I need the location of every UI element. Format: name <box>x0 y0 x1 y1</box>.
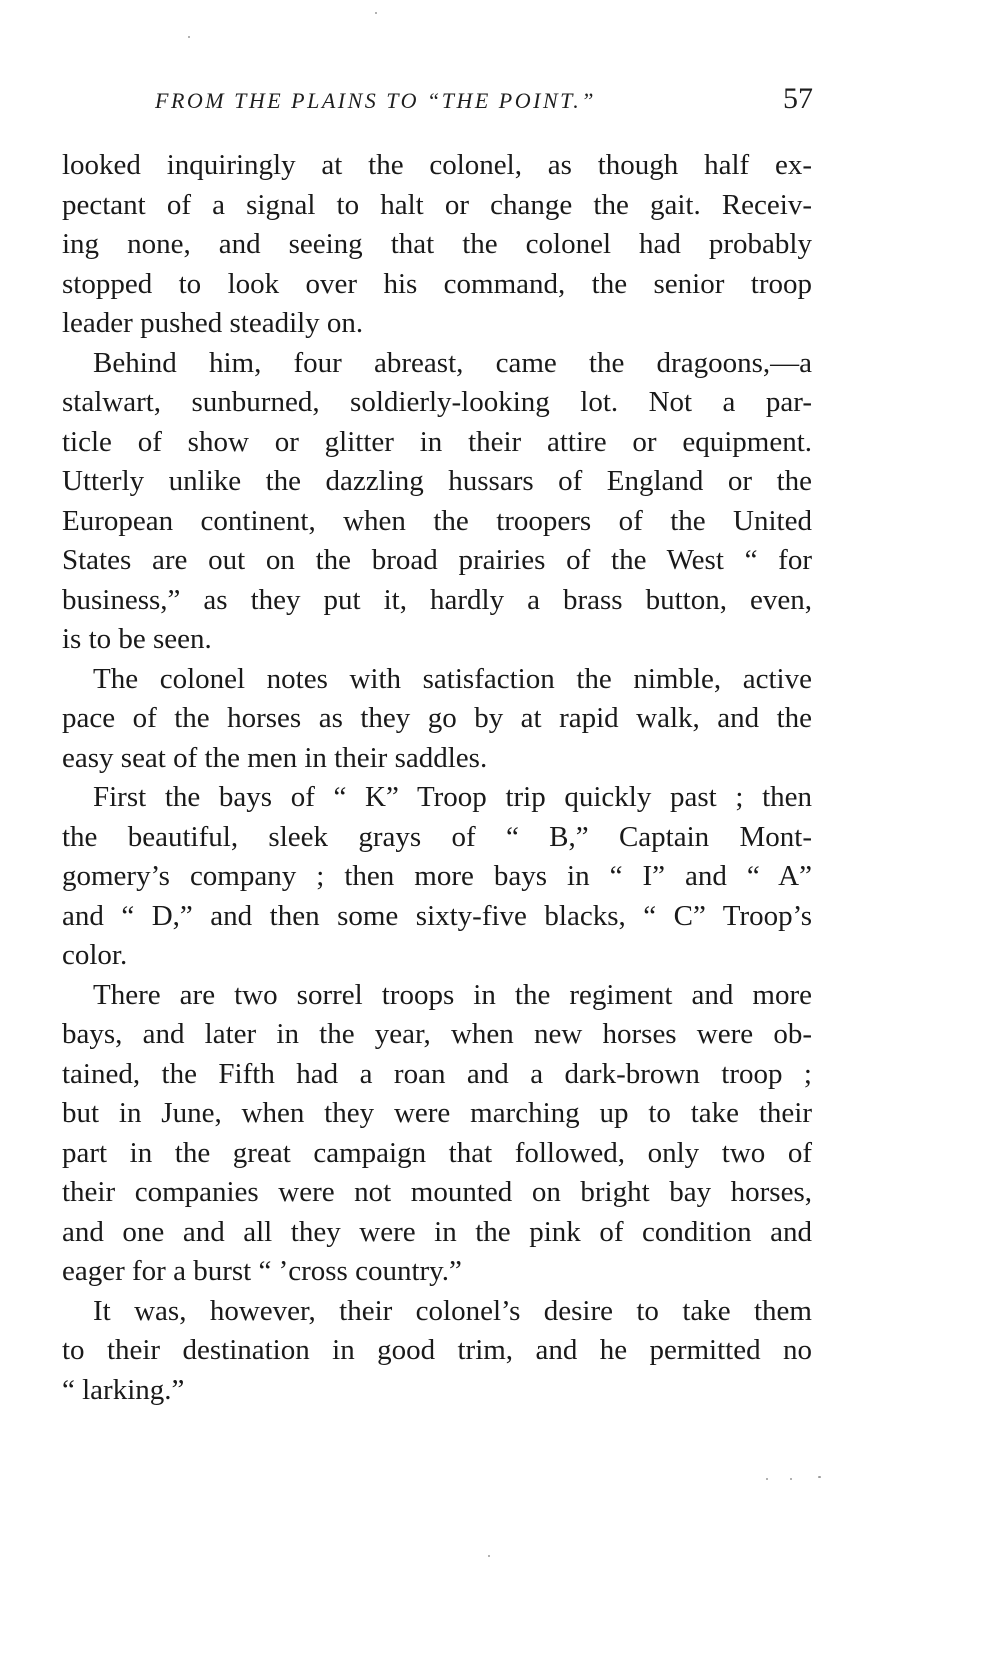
text-line: the beautiful, sleek grays of “ B,” Captain Mont- <box>62 820 812 853</box>
text-line: ing none, and seeing that the colonel had probably <box>62 228 812 260</box>
scan-speck <box>188 36 190 38</box>
text-line: European continent, when the troopers of the United <box>62 504 812 537</box>
running-title: FROM THE PLAINS TO “THE POINT.” <box>155 88 596 113</box>
text-line: part in the great campaign that followed, only two of <box>62 1136 812 1169</box>
paragraph-first-line: It was, however, their colonel’s desire to take them <box>93 1294 812 1327</box>
text-line: stopped to look over his command, the senior troop <box>62 267 812 300</box>
text-line: eager for a burst “ ’cross country.” <box>62 1255 462 1287</box>
scan-speck <box>790 1478 792 1480</box>
text-line: and “ D,” and then some sixty-five blacks, “ C” Troop’s <box>62 899 812 932</box>
page-number: 57 <box>783 82 813 115</box>
text-line: tained, the Fifth had a roan and a dark-brown troop ; <box>62 1057 812 1090</box>
text-line: States are out on the broad prairies of the West “ for <box>62 544 812 576</box>
paragraph-first-line: Behind him, four abreast, came the dragoons,—a <box>93 346 812 379</box>
text-line: their companies were not mounted on bright bay horses, <box>62 1176 812 1208</box>
text-line: gomery’s company ; then more bays in “ I” and “ A” <box>62 860 812 892</box>
scan-speck <box>818 1476 821 1478</box>
text-line: easy seat of the men in their saddles. <box>62 741 488 774</box>
text-line: Utterly unlike the dazzling hussars of England or the <box>62 465 812 497</box>
text-line: but in June, when they were marching up to take their <box>62 1097 812 1129</box>
scan-speck <box>488 1555 490 1557</box>
body-text <box>62 146 812 1410</box>
text-line: stalwart, sunburned, soldierly-looking lot. Not a par- <box>62 386 812 418</box>
text-line: leader pushed steadily on. <box>62 307 364 339</box>
text-line: bays, and later in the year, when new horses were ob- <box>62 1018 812 1050</box>
scan-speck <box>375 12 377 14</box>
text-line: color. <box>62 939 128 971</box>
text-line: looked inquiringly at the colonel, as though half ex- <box>62 149 812 181</box>
text-line: “ larking.” <box>62 1373 185 1406</box>
text-line: and one and all they were in the pink of condition and <box>62 1215 812 1248</box>
paragraph-first-line: First the bays of “ K” Troop trip quickly past ; then <box>93 781 812 813</box>
paragraph-first-line: The colonel notes with satisfaction the nimble, active <box>93 662 812 695</box>
paragraph-first-line: There are two sorrel troops in the regiment and more <box>93 978 812 1011</box>
text-line: to their destination in good trim, and he permitted no <box>62 1334 812 1366</box>
text-line: pace of the horses as they go by at rapid walk, and the <box>62 702 812 734</box>
text-line: is to be seen. <box>62 623 212 655</box>
scan-speck <box>766 1478 768 1480</box>
text-line: business,” as they put it, hardly a brass button, even, <box>62 583 812 616</box>
text-line: ticle of show or glitter in their attire or equipment. <box>62 425 812 458</box>
text-line: pectant of a signal to halt or change the gait. Receiv- <box>62 188 812 221</box>
